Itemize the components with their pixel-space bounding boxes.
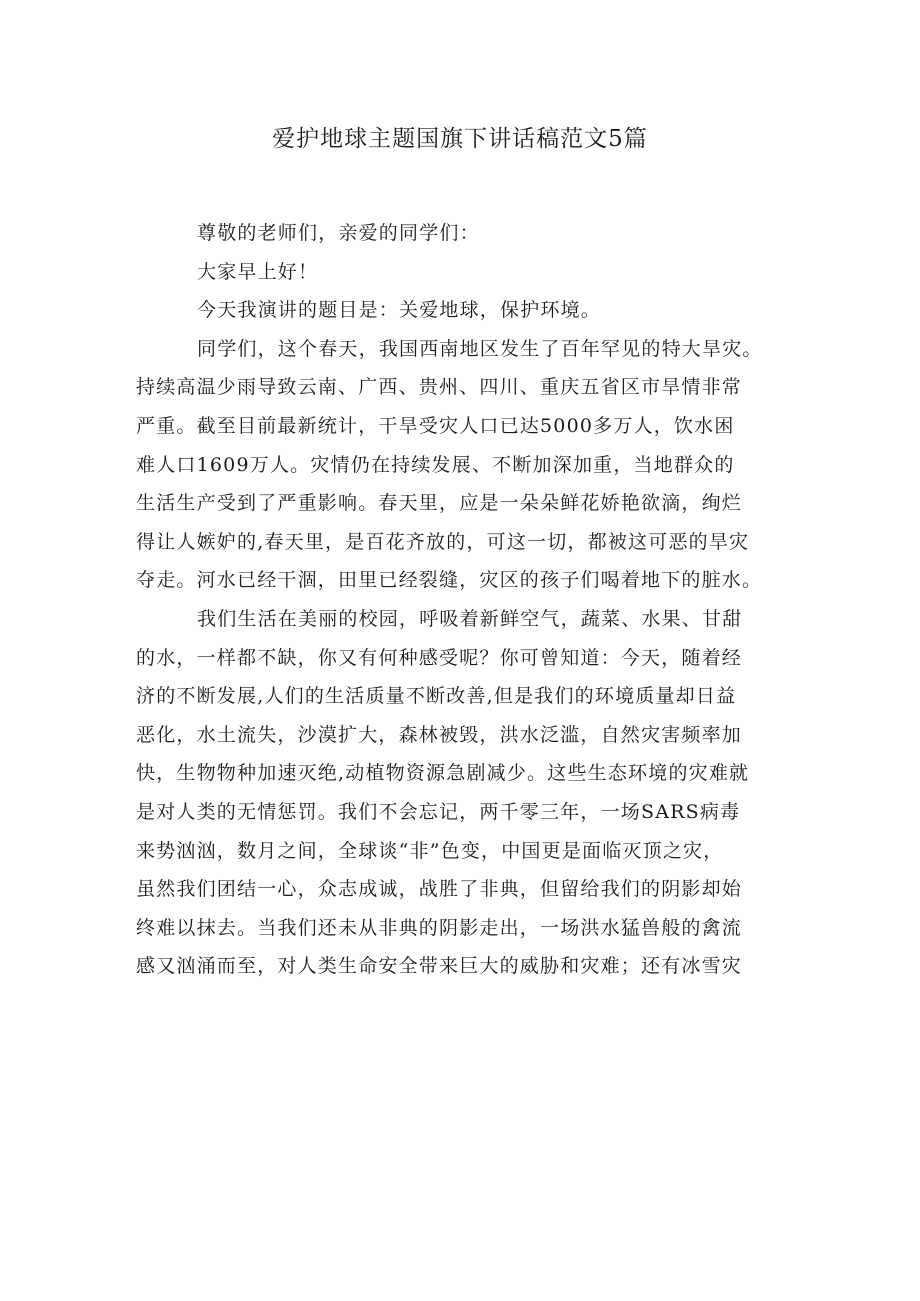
body-line: 得让人嫉妒的,春天里，是百花齐放的，可这一切，都被这可恶的旱灾 <box>136 530 750 553</box>
body-line: 虽然我们团结一心，众志成诚，战胜了非典，但留给我们的阴影却始 <box>136 878 743 901</box>
body-line: 持续高温少雨导致云南、广西、贵州、四川、重庆五省区市旱情非常 <box>136 376 743 399</box>
body-line: 同学们，这个春天，我国西南地区发生了百年罕见的特大旱灾。 <box>197 337 763 360</box>
body-line: 尊敬的老师们，亲爱的同学们： <box>197 222 480 244</box>
body-line: 难人口1609万人。灾情仍在持续发展、不断加深加重，当地群众的 <box>136 453 735 476</box>
body-line: 是对人类的无情惩罚。我们不会忘记，两千零三年，一场SARS病毒 <box>136 800 741 823</box>
document-title: 爱护地球主题国旗下讲话稿范文5篇 <box>272 126 648 152</box>
body-line: 的水，一样都不缺，你又有何种感受呢？你可曾知道：今天，随着经 <box>136 646 743 669</box>
body-line: 终难以抹去。当我们还未从非典的阴影走出，一场洪水猛兽般的禽流 <box>136 916 743 939</box>
body-line: 夺走。河水已经干涸，田里已经裂缝，灾区的孩子们喝着地下的脏水。 <box>136 569 763 592</box>
body-line: 恶化，水土流失，沙漠扩大，森林被毁，洪水泛滥，自然灾害频率加 <box>136 723 743 746</box>
body-line: 感又汹涌而至，对人类生命安全带来巨大的威胁和灾难；还有冰雪灾 <box>136 955 743 978</box>
body-line: 生活生产受到了严重影响。春天里，应是一朵朵鲜花娇艳欲滴，绚烂 <box>136 492 743 515</box>
body-line: 大家早上好！ <box>197 260 319 283</box>
body-line: 来势汹汹，数月之间，全球谈“非”色变，中国更是面临灭顶之灾， <box>136 839 724 862</box>
body-line: 严重。截至目前最新统计，干旱受灾人口已达5000多万人，饮水困 <box>136 414 735 437</box>
document-body <box>136 214 796 986</box>
body-line: 快，生物物种加速灭绝,动植物资源急剧减少。这些生态环境的灾难就 <box>136 762 750 785</box>
body-line: 今天我演讲的题目是：关爱地球，保护环境。 <box>197 299 602 322</box>
body-line: 我们生活在美丽的校园，呼吸着新鲜空气，蔬菜、水果、甘甜 <box>197 607 743 630</box>
body-line: 济的不断发展,人们的生活质量不断改善,但是我们的环境质量却日益 <box>136 685 737 708</box>
